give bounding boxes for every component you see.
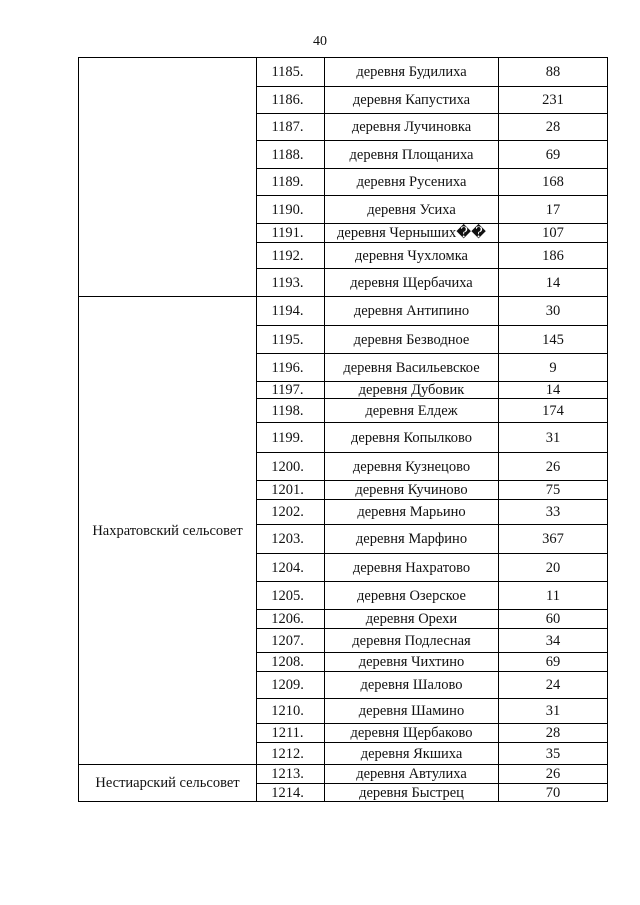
settlement-name-cell: деревня Лучиновка — [325, 114, 499, 141]
settlement-name-cell: деревня Быстрец — [325, 784, 499, 802]
settlement-name-cell: деревня Подлесная — [325, 629, 499, 653]
row-number-cell: 1208. — [257, 653, 325, 672]
population-cell: 26 — [499, 453, 608, 481]
population-cell: 186 — [499, 243, 608, 269]
settlement-name-cell: деревня Кучиново — [325, 481, 499, 500]
population-cell: 107 — [499, 224, 608, 243]
settlement-name-cell: деревня Елдеж — [325, 399, 499, 423]
council-name-cell: Нахратовский сельсовет — [79, 297, 257, 765]
population-cell: 35 — [499, 743, 608, 765]
population-cell: 11 — [499, 582, 608, 610]
council-name-cell — [79, 58, 257, 297]
population-cell: 231 — [499, 87, 608, 114]
row-number-cell: 1198. — [257, 399, 325, 423]
table-row — [79, 297, 608, 326]
settlement-name-cell: деревня Марьино — [325, 500, 499, 525]
settlement-name-cell: деревня Щербаково — [325, 724, 499, 743]
settlement-name-cell: деревня Шалово — [325, 672, 499, 699]
population-cell: 70 — [499, 784, 608, 802]
settlement-name-cell: деревня Копылково — [325, 423, 499, 453]
row-number-cell: 1194. — [257, 297, 325, 326]
population-cell: 174 — [499, 399, 608, 423]
population-cell: 31 — [499, 423, 608, 453]
row-number-cell: 1190. — [257, 196, 325, 224]
row-number-cell: 1214. — [257, 784, 325, 802]
row-number-cell: 1206. — [257, 610, 325, 629]
settlement-name-cell: деревня Чухломка — [325, 243, 499, 269]
row-number-cell: 1195. — [257, 326, 325, 354]
settlement-name-cell: деревня Орехи — [325, 610, 499, 629]
settlement-name-cell: деревня Дубовик — [325, 382, 499, 399]
population-cell: 9 — [499, 354, 608, 382]
row-number-cell: 1205. — [257, 582, 325, 610]
settlement-name-cell: деревня Марфино — [325, 525, 499, 554]
population-cell: 28 — [499, 724, 608, 743]
population-cell: 33 — [499, 500, 608, 525]
row-number-cell: 1201. — [257, 481, 325, 500]
council-name-cell: Нестиарский сельсовет — [79, 765, 257, 802]
settlement-name-cell: деревня Нахратово — [325, 554, 499, 582]
row-number-cell: 1200. — [257, 453, 325, 481]
settlement-name-cell: деревня Антипино — [325, 297, 499, 326]
population-cell: 31 — [499, 699, 608, 724]
row-number-cell: 1212. — [257, 743, 325, 765]
row-number-cell: 1209. — [257, 672, 325, 699]
row-number-cell: 1196. — [257, 354, 325, 382]
table-row — [79, 765, 608, 784]
population-cell: 367 — [499, 525, 608, 554]
population-cell: 145 — [499, 326, 608, 354]
row-number-cell: 1197. — [257, 382, 325, 399]
row-number-cell: 1213. — [257, 765, 325, 784]
row-number-cell: 1203. — [257, 525, 325, 554]
population-cell: 20 — [499, 554, 608, 582]
settlement-name-cell: деревня Черныших�� — [325, 224, 499, 243]
settlement-name-cell: деревня Чихтино — [325, 653, 499, 672]
table-row — [79, 58, 608, 87]
settlement-name-cell: деревня Русениха — [325, 169, 499, 196]
row-number-cell: 1207. — [257, 629, 325, 653]
population-cell: 168 — [499, 169, 608, 196]
settlement-name-cell: деревня Щербачиха — [325, 269, 499, 297]
row-number-cell: 1210. — [257, 699, 325, 724]
population-cell: 17 — [499, 196, 608, 224]
population-cell: 69 — [499, 653, 608, 672]
population-cell: 24 — [499, 672, 608, 699]
settlement-name-cell: деревня Безводное — [325, 326, 499, 354]
population-cell: 14 — [499, 269, 608, 297]
settlement-name-cell: деревня Капустиха — [325, 87, 499, 114]
settlements-table — [78, 57, 608, 802]
row-number-cell: 1189. — [257, 169, 325, 196]
population-cell: 14 — [499, 382, 608, 399]
row-number-cell: 1185. — [257, 58, 325, 87]
row-number-cell: 1191. — [257, 224, 325, 243]
population-cell: 75 — [499, 481, 608, 500]
settlement-name-cell: деревня Кузнецово — [325, 453, 499, 481]
population-cell: 88 — [499, 58, 608, 87]
population-cell: 34 — [499, 629, 608, 653]
settlement-name-cell: деревня Якшиха — [325, 743, 499, 765]
settlement-name-cell: деревня Озерское — [325, 582, 499, 610]
settlement-name-cell: деревня Васильевское — [325, 354, 499, 382]
page-number: 40 — [313, 34, 327, 49]
row-number-cell: 1199. — [257, 423, 325, 453]
row-number-cell: 1202. — [257, 500, 325, 525]
row-number-cell: 1188. — [257, 141, 325, 169]
row-number-cell: 1187. — [257, 114, 325, 141]
row-number-cell: 1186. — [257, 87, 325, 114]
settlement-name-cell: деревня Площаниха — [325, 141, 499, 169]
population-cell: 30 — [499, 297, 608, 326]
population-cell: 69 — [499, 141, 608, 169]
population-cell: 28 — [499, 114, 608, 141]
row-number-cell: 1193. — [257, 269, 325, 297]
settlement-name-cell: деревня Будилиха — [325, 58, 499, 87]
population-cell: 60 — [499, 610, 608, 629]
row-number-cell: 1192. — [257, 243, 325, 269]
row-number-cell: 1211. — [257, 724, 325, 743]
row-number-cell: 1204. — [257, 554, 325, 582]
settlement-name-cell: деревня Автулиха — [325, 765, 499, 784]
settlements-table-body — [79, 58, 608, 802]
settlement-name-cell: деревня Шамино — [325, 699, 499, 724]
settlement-name-cell: деревня Усиха — [325, 196, 499, 224]
population-cell: 26 — [499, 765, 608, 784]
